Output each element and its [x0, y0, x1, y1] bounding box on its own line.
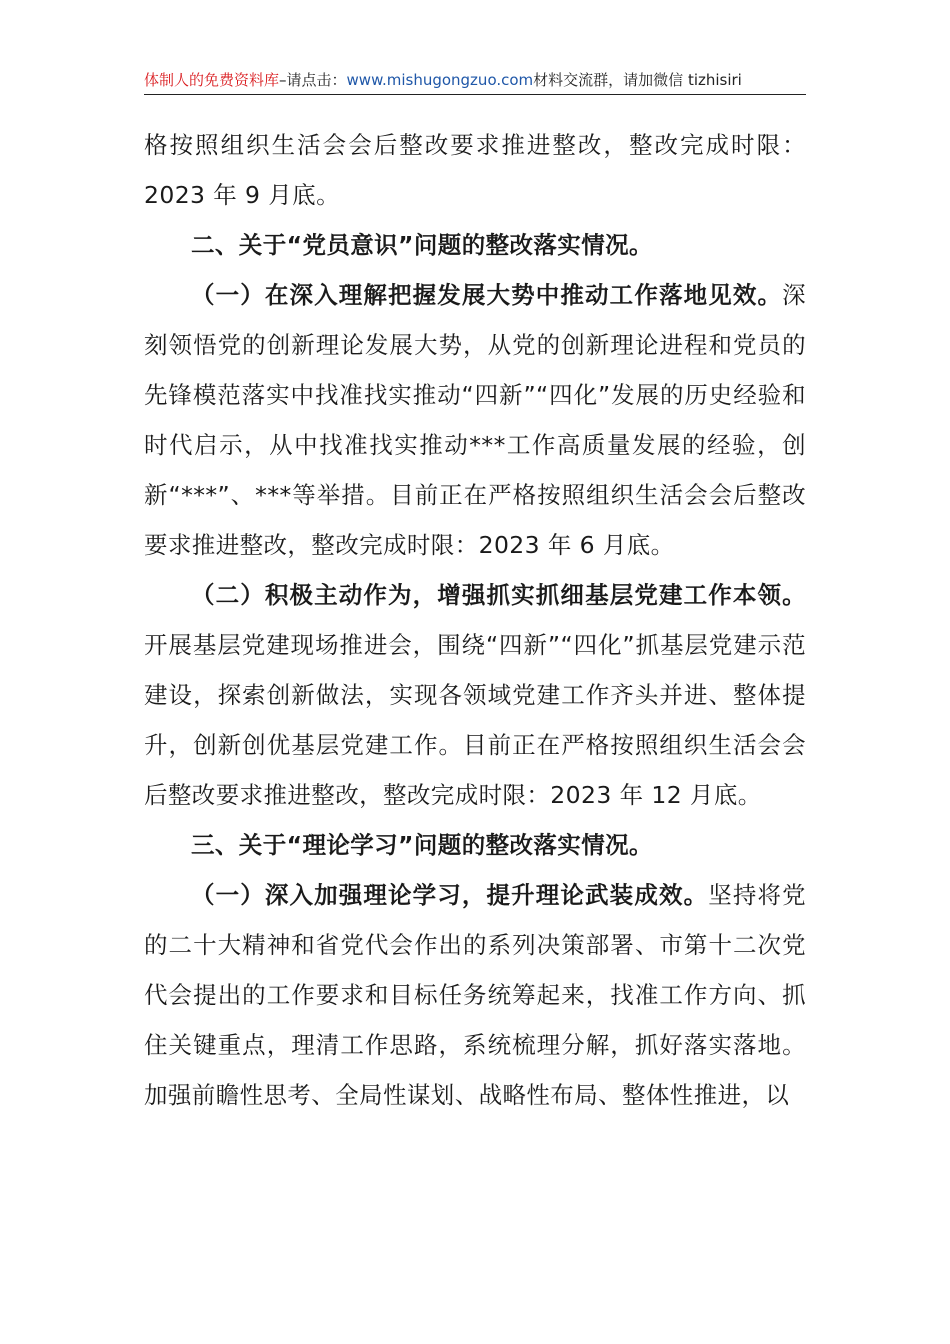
header-contact-note: 材料交流群，请加微信 tizhisiri	[533, 71, 742, 89]
section-heading-2: 二、关于“党员意识”问题的整改落实情况。	[191, 231, 653, 259]
section-heading-3: 三、关于“理论学习”问题的整改落实情况。	[191, 831, 653, 859]
paragraph-lead: （一）深入加强理论学习，提升理论武装成效。	[191, 881, 709, 909]
paragraph-body: 开展基层党建现场推进会，围绕“四新”“四化”抓基层党建示范建设，探索创新做法，实现各领域党建工作齐头并进、整体提升，创新创优基层党建工作。目前正在严格按照组织生活会会后整改要求推进整改，整改完成时限：2023 年 12 月底。	[144, 631, 806, 809]
header-website-link[interactable]: www.mishugongzuo.com	[346, 71, 534, 89]
paragraph-body: 坚持将党的二十大精神和省党代会作出的系列决策部署、市第十二次党代会提出的工作要求和目标任务统筹起来，找准工作方向、抓住关键重点，理清工作思路，系统梳理分解，抓好落实落地。加强前瞻性思考、全局性谋划、战略性布局、整体性推进，以	[144, 881, 806, 1109]
paragraph-continued: 格按照组织生活会会后整改要求推进整改，整改完成时限：2023 年 9 月底。	[144, 131, 806, 209]
paragraph-3-1	[144, 870, 806, 1120]
header-prompt: –请点击：	[279, 71, 347, 89]
paragraph-2-2	[144, 570, 806, 820]
paragraph-body: 深刻领悟党的创新理论发展大势，从党的创新理论进程和党员的先锋模范落实中找准找实推动“四新”“四化”发展的历史经验和时代启示，从中找准找实推动***工作高质量发展的经验，创新“***”、***等举措。目前正在严格按照组织生活会会后整改要求推进整改，整改完成时限：2023 年 6 月底。	[144, 281, 806, 559]
paragraph-lead: （二）积极主动作为，增强抓实抓细基层党建工作本领。	[191, 581, 806, 609]
page-header	[144, 66, 806, 95]
paragraph-lead: （一）在深入理解把握发展大势中推动工作落地见效。	[191, 281, 783, 309]
header-brand: 体制人的免费资料库	[144, 71, 280, 89]
document-body	[144, 120, 806, 1120]
paragraph-2-1	[144, 270, 806, 570]
